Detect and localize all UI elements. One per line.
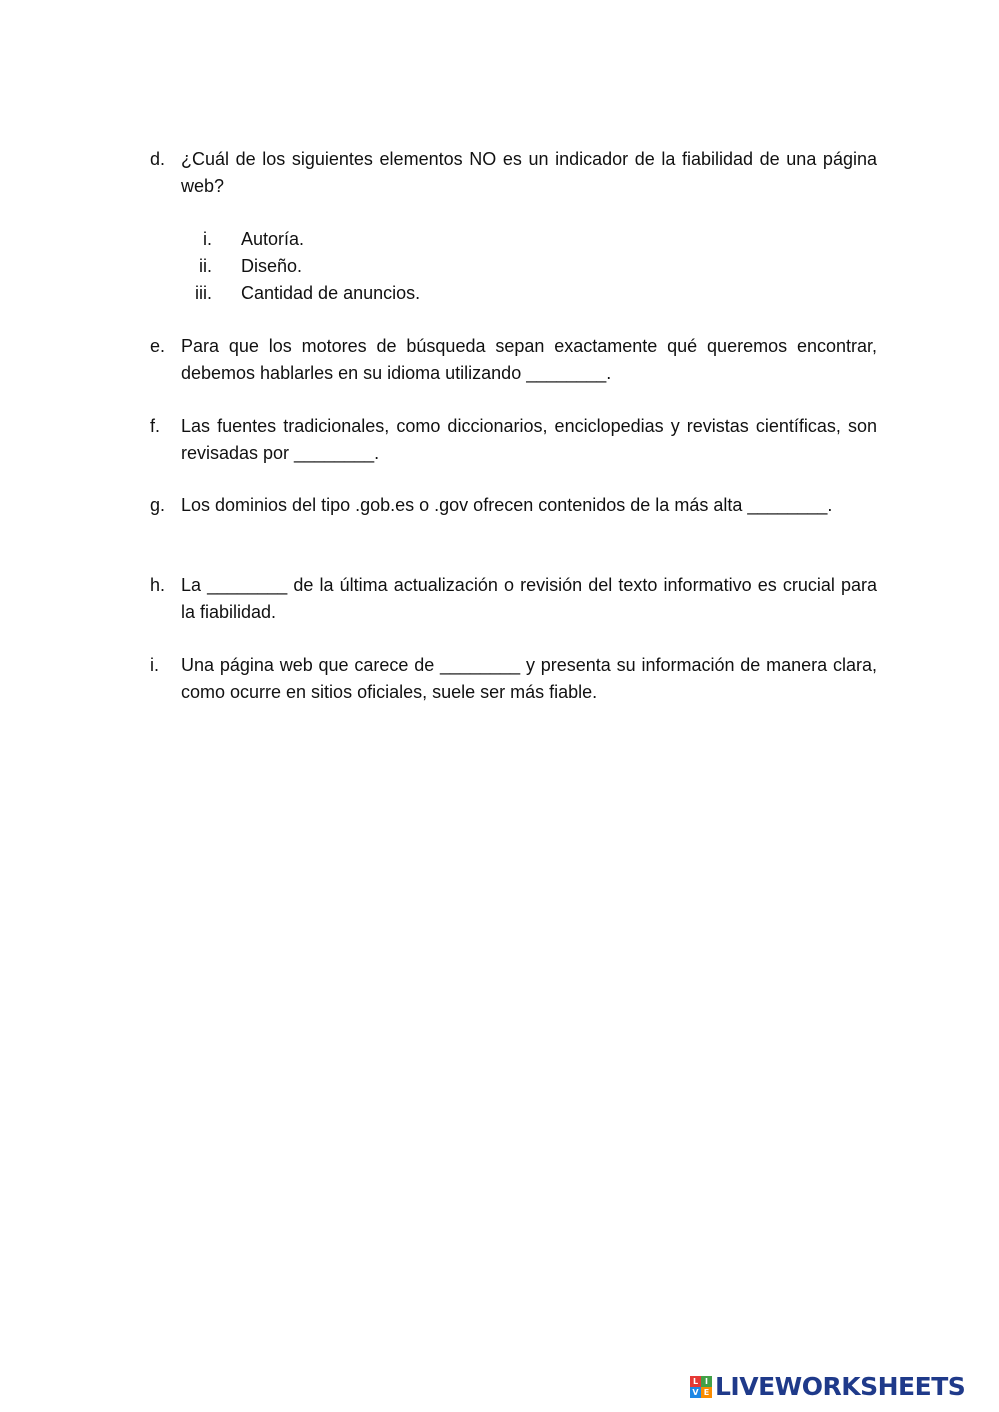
question-text: La ________ de la última actualización o revisión del texto informativo es crucial para la fiabilidad. [181,575,877,622]
logo-wordmark: LIVEWORKSHEETS [715,1372,966,1401]
question-marker: g. [150,495,166,515]
logo-mark-letter: V [690,1387,701,1398]
logo-mark-letter: E [701,1387,712,1398]
option-text: Cantidad de anuncios. [241,283,421,303]
question-text: Los dominios del tipo .gob.es o .gov ofrecen contenidos de la más alta ________. [181,495,833,515]
option-text: Diseño. [241,256,303,276]
question-g [150,492,877,519]
option-item [150,253,877,280]
option-marker: i. [203,229,212,249]
question-d [150,146,877,200]
question-marker: h. [150,575,166,595]
question-marker: d. [150,149,166,169]
logo-mark-icon [690,1376,712,1398]
logo-mark-letter: L [690,1376,701,1387]
liveworksheets-logo [690,1372,965,1402]
question-text: Para que los motores de búsqueda sepan exactamente qué queremos encontrar, debemos hablarles en su idioma utilizando ________. [181,336,877,383]
question-text: Una página web que carece de ________ y presenta su información de manera clara, como ocurre en sitios oficiales, suele ser más fiable. [181,655,877,702]
question-marker: i. [150,655,159,675]
option-marker: iii. [195,283,212,303]
question-text: Las fuentes tradicionales, como diccionarios, enciclopedias y revistas científicas, son revisadas por ________. [181,416,877,463]
question-text: ¿Cuál de los siguientes elementos NO es un indicador de la fiabilidad de una página web? [181,149,877,196]
option-item [150,280,877,307]
question-f [150,413,877,467]
option-marker: ii. [199,256,212,276]
question-h [150,572,877,626]
option-item [150,226,877,253]
question-marker: f. [150,416,161,436]
question-d-options [150,226,877,307]
question-marker: e. [150,336,166,356]
question-i [150,652,877,706]
option-text: Autoría. [241,229,305,249]
logo-mark-letter: I [701,1376,712,1387]
question-e [150,333,877,387]
